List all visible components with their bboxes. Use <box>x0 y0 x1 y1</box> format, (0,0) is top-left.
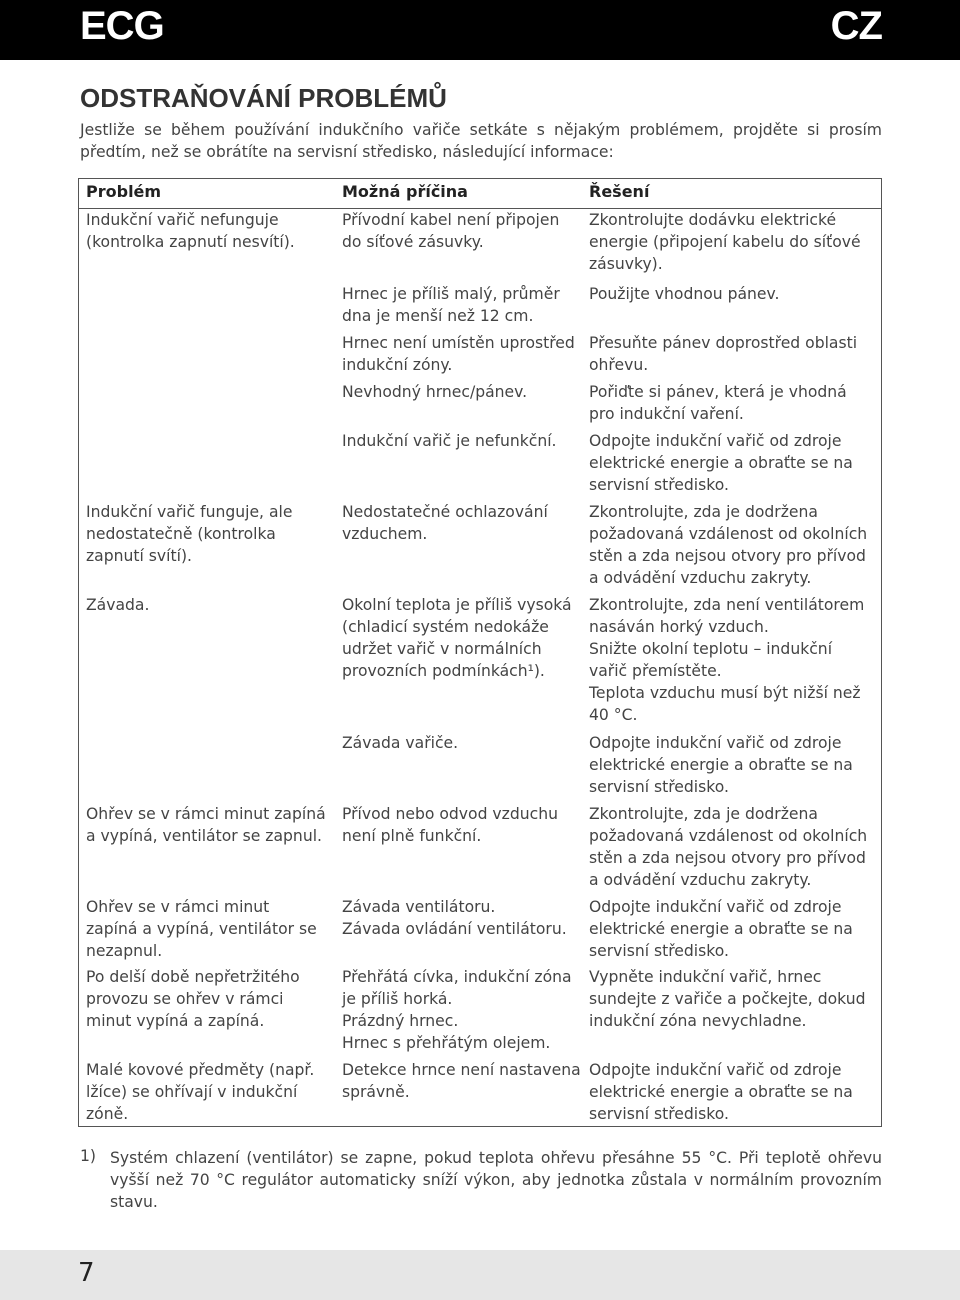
brand-logo: ECG <box>80 4 164 48</box>
cell-solution: Přesuňte pánev doprostřed oblasti ohřevu. <box>589 334 858 374</box>
cell-problem: Indukční vařič nefunguje (kontrolka zapnutí nesvítí). <box>86 211 295 251</box>
cell-cause: Nevhodný hrnec/pánev. <box>342 383 528 401</box>
cell-solution: Zkontrolujte, zda není ventilátorem nasáván horký vzduch. Snižte okolní teplotu – indukční vařič přemístěte. Teplota vzduchu musí být nižší než 40 °C. <box>589 596 865 724</box>
troubleshooting-table <box>78 178 882 1127</box>
cell-problem: Po delší době nepřetržitého provozu se ohřev v rámci minut vypíná a zapíná. <box>86 968 300 1030</box>
cell-cause: Hrnec je příliš malý, průměr dna je menší než 12 cm. <box>342 285 560 325</box>
cell-cause: Indukční vařič je nefunkční. <box>342 432 557 450</box>
cell-solution: Odpojte indukční vařič od zdroje elektrické energie a obraťte se na servisní středisko. <box>589 898 853 960</box>
cell-problem: Malé kovové předměty (např. lžíce) se ohřívají v indukční zóně. <box>86 1061 315 1123</box>
footnote-text: Systém chlazení (ventilátor) se zapne, pokud teplota ohřevu přesáhne 55 °C. Při teplotě ohřevu vyšší než 70 °C regulátor automaticky sníží výkon, aby jednotka zůstala v normálním provozním stavu. <box>110 1149 882 1211</box>
cell-cause: Detekce hrnce není nastavena správně. <box>342 1061 581 1101</box>
cell-problem: Závada. <box>86 596 150 614</box>
cell-solution: Pořiďte si pánev, která je vhodná pro indukční vaření. <box>589 383 847 423</box>
cell-cause: Závada vařiče. <box>342 734 459 752</box>
cell-solution: Zkontrolujte dodávku elektrické energie (připojení kabelu do síťové zásuvky). <box>589 211 861 273</box>
column-header-cause: Možná příčina <box>342 182 468 201</box>
cell-solution: Zkontrolujte, zda je dodržena požadovaná vzdálenost od okolních stěn a zda nejsou otvory pro přívod a odvádění vzduchu zakryty. <box>589 503 868 587</box>
cell-solution: Odpojte indukční vařič od zdroje elektrické energie a obraťte se na servisní středisko. <box>589 734 853 796</box>
column-header-solution: Řešení <box>589 182 650 201</box>
page-title: ODSTRAŇOVÁNÍ PROBLÉMŮ <box>80 83 447 113</box>
cell-solution: Použijte vhodnou pánev. <box>589 285 780 303</box>
cell-cause: Závada ventilátoru. Závada ovládání ventilátoru. <box>342 898 567 938</box>
cell-cause: Nedostatečné ochlazování vzduchem. <box>342 503 548 543</box>
cell-cause: Přívod nebo odvod vzduchu není plně funkční. <box>342 805 558 845</box>
cell-solution: Odpojte indukční vařič od zdroje elektrické energie a obraťte se na servisní středisko. <box>589 1061 853 1123</box>
intro-paragraph: Jestliže se během používání indukčního vařiče setkáte s nějakým problémem, projděte si prosím předtím, než se obrátíte na servisní středisko, následující informace: <box>80 121 882 161</box>
cell-cause: Hrnec není umístěn uprostřed indukční zóny. <box>342 334 575 374</box>
footnote-number: 1) <box>80 1147 97 1165</box>
header-bar <box>0 0 960 60</box>
footer-bar <box>0 1250 960 1300</box>
table-header <box>79 179 881 209</box>
page-number: 7 <box>78 1258 95 1288</box>
language-code: CZ <box>830 4 882 48</box>
cell-solution: Odpojte indukční vařič od zdroje elektrické energie a obraťte se na servisní středisko. <box>589 432 853 494</box>
cell-problem: Indukční vařič funguje, ale nedostatečně (kontrolka zapnutí svítí). <box>86 503 293 565</box>
cell-solution: Vypněte indukční vařič, hrnec sundejte z vařiče a počkejte, dokud indukční zóna nevychladne. <box>589 968 866 1030</box>
cell-cause: Přehřátá cívka, indukční zóna je příliš horká. Prázdný hrnec. Hrnec s přehřátým olejem. <box>342 968 572 1052</box>
column-header-problem: Problém <box>86 182 162 201</box>
cell-cause: Přívodní kabel není připojen do síťové zásuvky. <box>342 211 560 251</box>
cell-problem: Ohřev se v rámci minut zapíná a vypíná, ventilátor se nezapnul. <box>86 898 317 960</box>
cell-problem: Ohřev se v rámci minut zapíná a vypíná, ventilátor se zapnul. <box>86 805 326 845</box>
cell-solution: Zkontrolujte, zda je dodržena požadovaná vzdálenost od okolních stěn a zda nejsou otvory pro přívod a odvádění vzduchu zakryty. <box>589 805 868 889</box>
cell-cause: Okolní teplota je příliš vysoká (chladicí systém nedokáže udržet vařič v normálních provozních podmínkách¹). <box>342 596 572 680</box>
